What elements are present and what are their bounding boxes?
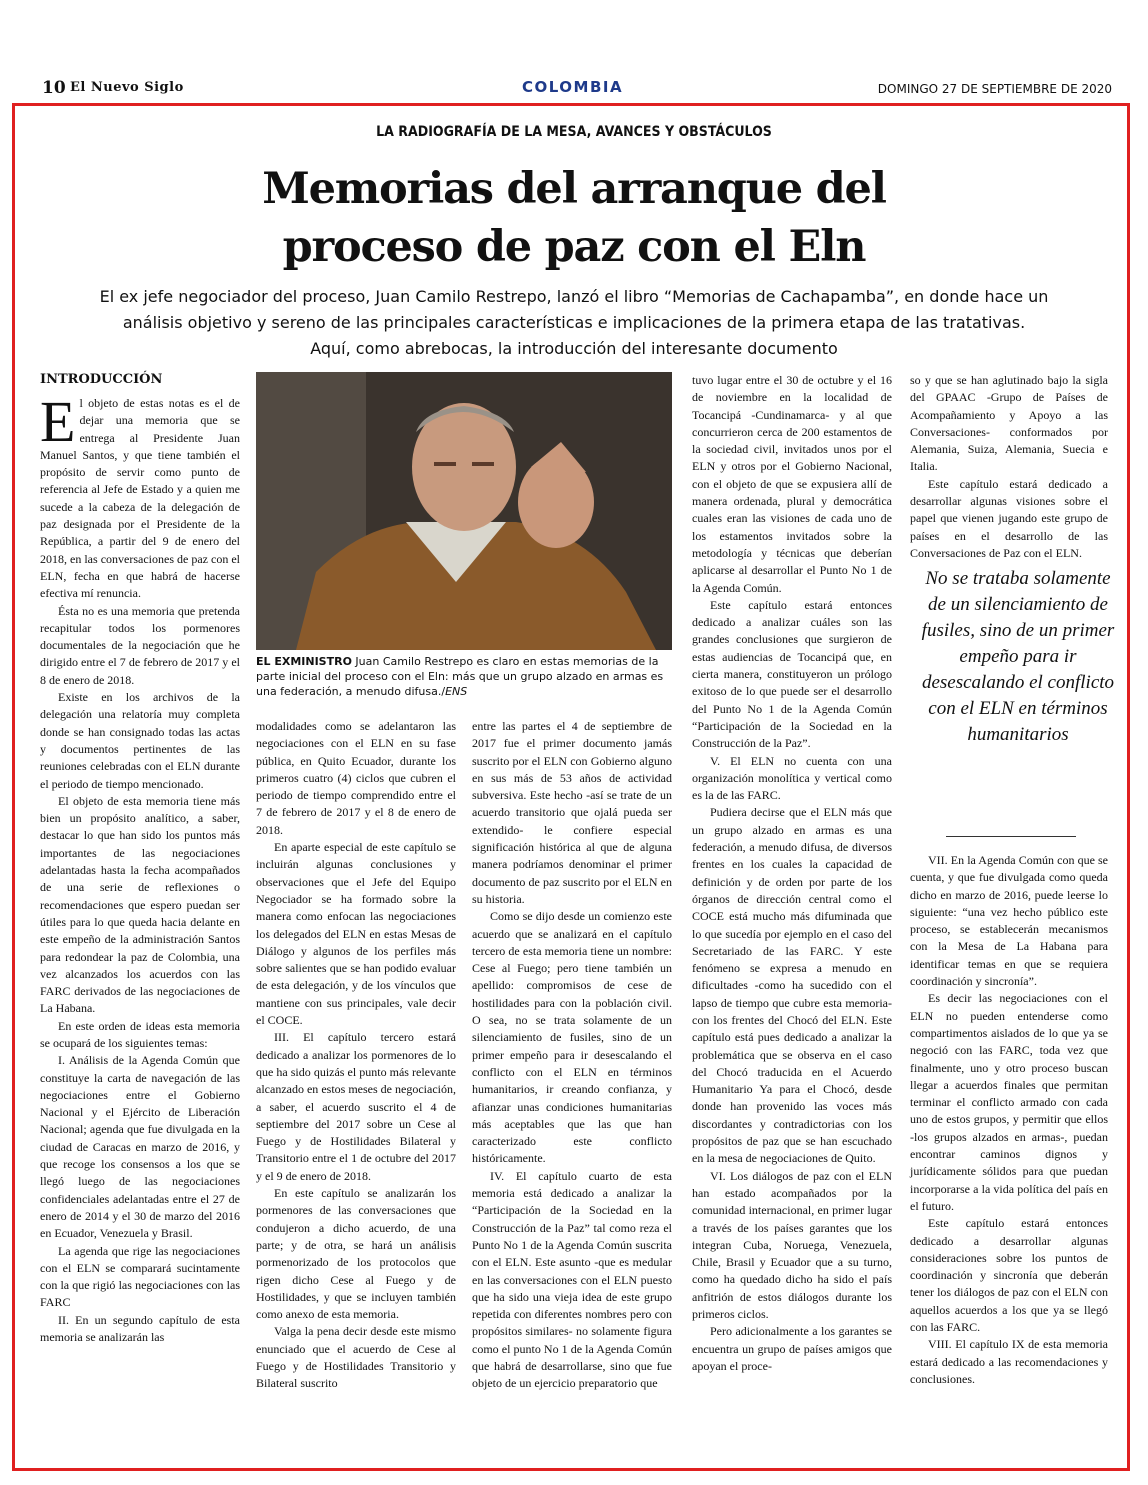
column-3 xyxy=(472,718,672,1393)
paragraph: IV. El capítulo cuarto de esta memoria está dedicado a analizar la “Participación de la Sociedad en la Construcción de la Paz” tal como reza el Punto No 1 de la Agenda Común suscrita con el ELN. Este asunto -que es medular en las conversaciones con el ELN puesto que ha sido una vieja idea de este grupo repetida con diferentes nombres pero con propósitos similares- no solamente figura como el punto No 1 de la Agenda Común que habrá de desarrollarse, sino que fue objeto de un ejercicio preparatorio que xyxy=(472,1168,672,1391)
column-5-top xyxy=(910,372,1108,562)
issue-date: DOMINGO 27 DE SEPTIEMBRE DE 2020 xyxy=(877,82,1112,96)
paragraph: VI. Los diálogos de paz con el ELN han estado acompañados por la comunidad internacional, en primer lugar a través de los países garantes que los integran Cuba, Noruega, Venezuela, Chile, Brasil y Ecuador que a su turno, como ha quedado dicho ha sido el país anfitrión de estos diálogos durante los primeros ciclos. xyxy=(692,1168,892,1322)
paragraph: Pudiera decirse que el ELN más que un grupo alzado en armas es una federación, a menudo difusa, de diversos frentes en los cuales la capacidad de definición y de orden por parte de los órganos de dirección central como el COCE está mucho más difuminada que lo que sucedía por ejemplo en el caso del Secretariado de las FARC. Y este fenómeno se expresa a menudo en dificultades -como ha sucedido con el lapso de tiempo que cubre esta memoria- con los frentes del Chocó del ELN. Este capítulo está pues dedicado a analizar la problemática que se observa en el caso del Chocó traducida en el Acuerdo Humanitario Ya para el Chocó, desde donde han provenido las voces más discordantes y contradictorias con los propósitos de paz que se han escuchado en la mesa de negociaciones de Quito. xyxy=(692,805,892,1166)
paragraph: I. Análisis de la Agenda Común que constituye la carta de navegación de las negociaciones entre el Gobierno Nacional y el Ejército de Liberación Nacional; agenda que fue divulgada en la ciudad de Caracas en marzo de 2016, y que recoge los consensos a los que se llegó luego de las negociaciones confidenciales adelantadas entre el 27 de enero de 2014 y el 30 de marzo del 2016 en Ecuador, Venezuela y Brasil. xyxy=(40,1053,240,1241)
newspaper-name: El Nuevo Siglo xyxy=(70,80,184,95)
portrait-illustration xyxy=(256,372,672,650)
paragraph: En este orden de ideas esta memoria se ocupará de los siguientes temas: xyxy=(40,1018,240,1050)
paragraph: En aparte especial de este capítulo se incluirán algunas conclusiones y observaciones que el Jefe del Equipo Negociador se ha formado sobre la manera como enfocan las negociaciones los delegados del ELN en estas Mesas de Diálogo y algunos de los perfiles más sobre salientes que se han podido evaluar de esta delegación, y de los vínculos que mantiene con sus principales, vale decir el COCE. xyxy=(256,840,456,1028)
paragraph: Existe en los archivos de la delegación una relatoría muy completa donde se han consignado todas las actas y documentos pertinentes de las reuniones celebradas con el ELN durante el periodo de tiempo mencionado. xyxy=(40,690,240,791)
paragraph: III. El capítulo tercero estará dedicado a analizar los pormenores de lo que ha sido quizás el punto más relevante alcanzado en estos meses de negociación, a saber, el acuerdo suscrito el 4 de septiembre del 2017 sobre un Cese al Fuego y de Hostilidades Bilateral y Transitorio entre el 1 de octubre del 2017 y el 9 de enero de 2018. xyxy=(256,1030,456,1183)
paragraph: VII. En la Agenda Común con que se cuenta, y que fue divulgada como queda dicho en marzo de 2016, puede leerse lo siguiente: “una vez hecho público este proceso, se establecerán mecanismos con la Mesa de La Habana para identificar temas en que se requiera coordinación y sincronía”. xyxy=(910,853,1108,989)
paragraph: entre las partes el 4 de septiembre de 2017 fue el primer documento jamás suscrito por el ELN con Gobierno alguno en sus más de 53 años de actividad subversiva. Este hecho -así se trate de un acuerdo transitorio que ojalá pueda ser extendido- le confiere especial significación histórica al que de alguna manera podríamos denominar el primer documento de paz suscrito por el ELN en su historia. xyxy=(472,719,672,906)
paragraph: tuvo lugar entre el 30 de octubre y el 16 de noviembre en la localidad de Tocancipá -Cundinamarca- y al que concurrieron cerca de 200 estamentos de la sociedad civil, invitados unos por el ELN y otros por el Gobierno Nacional, con el objeto de que se expusiera allí de manera ordenada, plural y democrática cuales eran las visiones de cada uno de los estamentos invitados sobre la metodología y técnicas que deberían aplicarse al desarrollar el Punto No 1 de la Agenda Común. xyxy=(692,373,892,595)
deck xyxy=(70,284,1078,362)
deck-line: análisis objetivo y sereno de las principales características e implicaciones de la primera etapa de las tratativas. xyxy=(122,313,1026,332)
headline-line: proceso de paz con el Eln xyxy=(282,222,866,272)
paragraph: VIII. El capítulo IX de esta memoria estará dedicado a las recomendaciones y conclusiones. xyxy=(910,1337,1108,1386)
intro-heading: INTRODUCCIÓN xyxy=(40,372,163,387)
paragraph xyxy=(40,389,240,603)
column-5-bottom xyxy=(910,852,1108,1388)
pull-quote-rule xyxy=(946,836,1076,837)
masthead xyxy=(42,78,1112,102)
deck-line: El ex jefe negociador del proceso, Juan Camilo Restrepo, lanzó el libro “Memorias de Cachapamba”, en donde hace un xyxy=(99,287,1049,306)
paragraph: Este capítulo estará entonces dedicado a analizar cuáles son las grandes conclusiones que surgieron de estas audiencias de Tocancipá que, en cierta manera, constituyeron un prólogo exitoso de lo que puede ser el desarrollo del Punto No 1 de la Agenda Común “Participación de la Sociedad en la Construcción de la Paz”. xyxy=(692,597,892,751)
section-label: COLOMBIA xyxy=(522,78,624,96)
caption-credit: ENS xyxy=(445,685,468,698)
column-1 xyxy=(40,372,240,1346)
photo-caption xyxy=(256,654,672,699)
paragraph: V. El ELN no cuenta con una organización monolítica y vertical como es la de las FARC. xyxy=(692,753,892,803)
paragraph: Este capítulo estará entonces dedicado a desarrollar algunas consideraciones sobre los puntos de coordinación y sincronía que deberán tener los diálogos de paz con el ELN con aquellos acuerdos a los que ya se llegó con las FARC. xyxy=(910,1216,1108,1335)
portrait-photo xyxy=(256,372,672,650)
column-4 xyxy=(692,372,892,1375)
drop-cap: E xyxy=(40,389,76,454)
paragraph: Ésta no es una memoria que pretenda recapitular todos los pormenores documentales de la negociación que he dirigido entre el 7 de febrero de 2017 y el 8 de enero de 2018. xyxy=(40,603,240,687)
paragraph: El objeto de esta memoria tiene más bien un propósito analítico, a saber, destacar lo que han sido los puntos más importantes de las negociaciones adelantadas hasta la fecha acompañados de una serie de reflexiones o recomendaciones que espero puedan ser útiles para lo que queda hacia delante en este empeño de la administración Santos para redondear la paz de Colombia, una vez alcanzados los acuerdos con las FARC derivados de las negociaciones de La Habana. xyxy=(40,793,240,1016)
paragraph: En este capítulo se analizarán los pormenores de las conversaciones que condujeron a dicho acuerdo, de una parte; y de otra, se hará un análisis pormenorizado de los protocolos que rigen dicho Cese al Fuego y de Hostilidades, y que se incluyen también como anexo de esta memoria. xyxy=(256,1186,456,1322)
paragraph: so y que se han aglutinado bajo la sigla del GPAAC -Grupo de Países de Acompañamiento y Apoyo a las Conversaciones- conformados por Alemania, Suiza, Alemania, Suecia e Italia. xyxy=(910,373,1108,474)
headline xyxy=(0,160,1148,276)
caption-text: Juan Camilo Restrepo es claro en estas memorias de la parte inicial del proceso con el Eln: más que un grupo alzado en armas es una federación, a menudo difusa./ xyxy=(256,655,664,698)
caption-lead: EL EXMINISTRO xyxy=(256,655,352,668)
headline-line: Memorias del arranque del xyxy=(262,164,886,214)
column-2 xyxy=(256,718,456,1393)
paragraph-text: l objeto de estas notas es el de dejar una memoria que se entrega al Presidente Juan Manuel Santos, y que tiene también el propósito de servir como punto de referencia al Jefe de Estado y a quien me sucede a la cabeza de la delegación de paz designada por el Presidente de la República, a partir del 9 de enero del 2018, en las conversaciones de paz con el ELN, fecha en que habrá de hacerse efectiva mí renuncia. xyxy=(40,396,240,601)
paragraph: modalidades como se adelantaron las negociaciones con el ELN en su fase pública, en Quito Ecuador, durante los primeros cuatro (4) ciclos que cubren el periodo de tiempo comprendido entre el 7 de febrero de 2017 y el 8 de enero de 2018. xyxy=(256,719,456,837)
paragraph: Como se dijo desde un comienzo este acuerdo que se analizará en el capítulo tercero de esta memoria tiene un nombre: Cese al Fuego; pero tiene también un apellido: compromisos de cese de hostilidades para con la población civil. O sea, no se trata solamente de un silenciamiento de fusiles, sino de un primer empeño para ir desescalando el conflicto con el ELN en términos humanitarios, ir creando confianza, y afianzar unas condiciones humanitarias más aceptables que las que han caracterizado este conflicto históricamente. xyxy=(472,909,672,1166)
paragraph: II. En un segundo capítulo de esta memoria se analizarán las xyxy=(40,1312,240,1345)
paragraph: Pero adicionalmente a los garantes se encuentra un grupo de países amigos que apoyan el proce- xyxy=(692,1324,892,1373)
page-number: 10 xyxy=(42,78,66,98)
paragraph: Este capítulo estará dedicado a desarrollar algunas visiones sobre el papel que vienen jugando este grupo de países en el desarrollo de las Conversaciones de Paz con el ELN. xyxy=(910,476,1108,560)
deck-line: Aquí, como abrebocas, la introducción del interesante documento xyxy=(310,339,838,358)
paragraph: Valga la pena decir desde este mismo enunciado que el acuerdo de Cese al Fuego y de Hostilidades Transitorio y Bilateral suscrito xyxy=(256,1324,456,1391)
paragraph: Es decir las negociaciones con el ELN no pueden entenderse como compartimentos aislados de lo que ya se negoció con las FARC, toda vez que finalmente, uno y otro proceso buscan llegar a acuerdos finales que permitan terminar el conflicto armado con cada uno de estos grupos, y permitir que ellos -los grupos alzados en armas-, puedan encontrar caminos dignos y jurídicamente sólidos para que puedan incorporarse a la vida política del país en el futuro. xyxy=(910,991,1108,1213)
paragraph: La agenda que rige las negociaciones con el ELN se comparará sucintamente con la que rigió las negociaciones con las FARC xyxy=(40,1243,240,1310)
kicker: LA RADIOGRAFÍA DE LA MESA, AVANCES Y OBSTÁCULOS xyxy=(376,124,772,140)
pull-quote: No se trataba solamente de un silenciamiento de fusiles, sino de un primer empeño para ir desescalando el conflicto con el ELN en términos humanitarios xyxy=(921,568,1115,745)
